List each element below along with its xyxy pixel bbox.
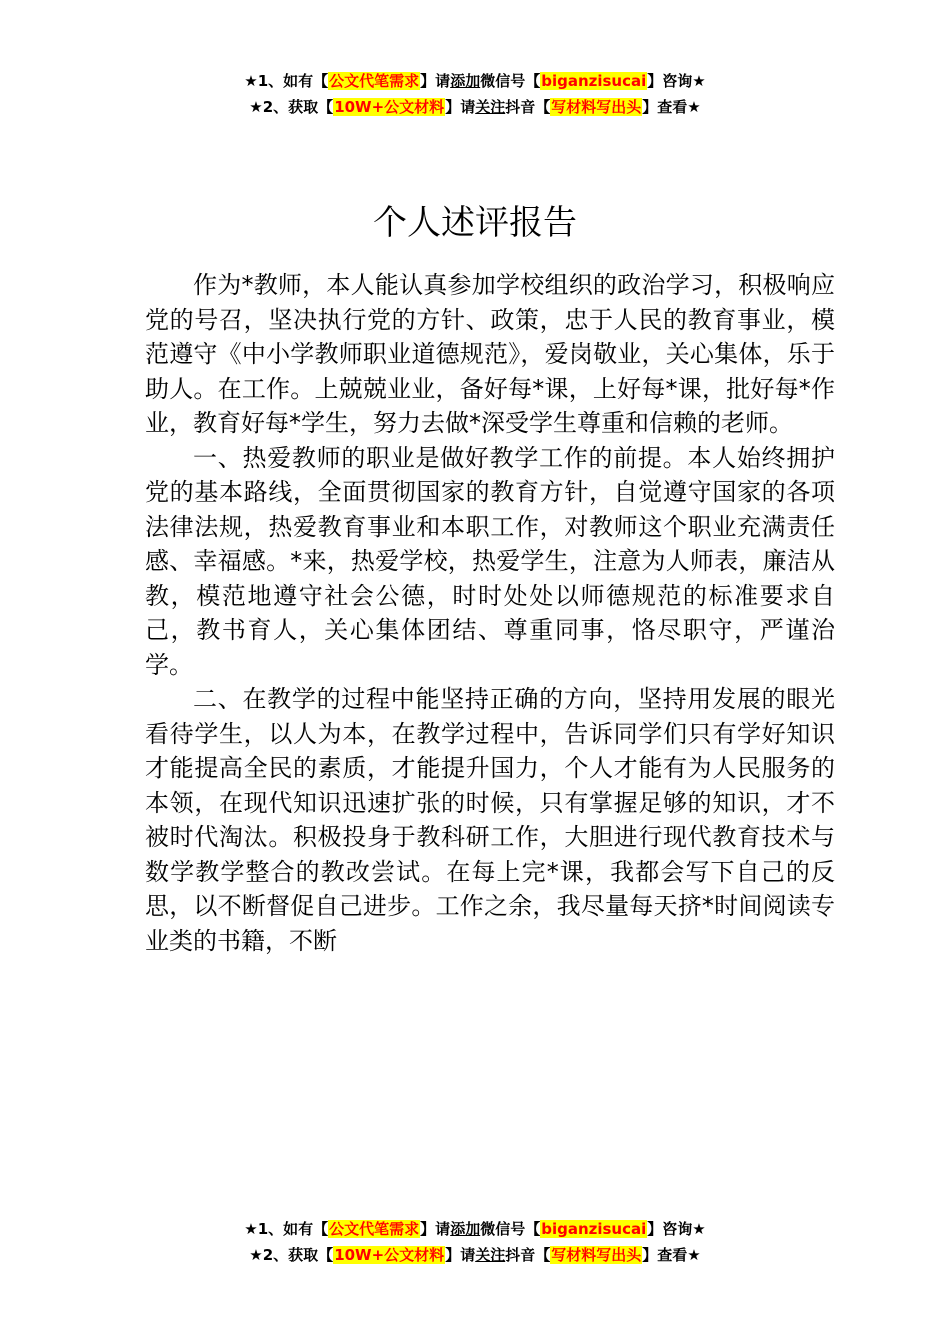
highlight-wechat-id: biganzisucai [541,72,647,90]
paragraph: 作为*教师，本人能认真参加学校组织的政治学习，积极响应党的号召，坚决执行党的方针、政策，忠于人民的教育事业，模范遵守《中小学教师职业道德规范》，爱岗敬业，关心集体，乐于助人。在工作。上兢兢业业，备好每*课，上好每*课，批好每*作业，教育好每*学生，努力去做*深受学生尊重和信赖的老师。 [145,271,835,437]
paragraph: 一、热爱教师的职业是做好教学工作的前提。本人始终拥护党的基本路线，全面贯彻国家的教育方针，自觉遵守国家的各项法律法规，热爱教育事业和本职工作，对教师这个职业充满责任感、幸福感。*来，热爱学校，热爱学生，注意为人师表，廉洁从教，模范地遵守社会公德，时时处处以师德规范的标准要求自己，教书育人，关心集体团结、尊重同事，恪尽职守，严谨治学。 [145,443,835,679]
banner-line-1: ★1、如有【公文代笔需求】请添加微信号【biganzisucai】咨询★ [244,1220,706,1238]
banner-line-2: ★2、获取【10W+公文材料】请关注抖音【写材料写出头】查看★ [249,1246,701,1264]
highlight-service: 公文代笔需求 [329,72,420,90]
document-title: 个人述评报告 [373,202,577,243]
highlight-account: 写材料写出头 [551,98,642,116]
highlight-materials: 10W+公文材料 [334,98,445,116]
header-banner [0,68,950,120]
banner-line-2: ★2、获取【10W+公文材料】请关注抖音【写材料写出头】查看★ [249,98,701,116]
paragraph: 二、在教学的过程中能坚持正确的方向，坚持用发展的眼光看待学生，以人为本，在教学过程中，告诉同学们只有学好知识才能提高全民的素质，才能提升国力，个人才能有为人民服务的本领，在现代知识迅速扩张的时候，只有掌握足够的知识，才不被时代淘汰。积极投身于教科研工作，大胆进行现代教育技术与数学教学整合的教改尝试。在每上完*课，我都会写下自己的反思，以不断督促自己进步。工作之余，我尽量每天挤*时间阅读专业类的书籍，不断 [145,685,835,955]
highlight-wechat-id: biganzisucai [541,1220,647,1238]
highlight-account: 写材料写出头 [551,1246,642,1264]
document-body [145,268,835,958]
highlight-materials: 10W+公文材料 [334,1246,445,1264]
banner-line-1: ★1、如有【公文代笔需求】请添加微信号【biganzisucai】咨询★ [244,72,706,90]
highlight-service: 公文代笔需求 [329,1220,420,1238]
footer-banner [0,1216,950,1268]
